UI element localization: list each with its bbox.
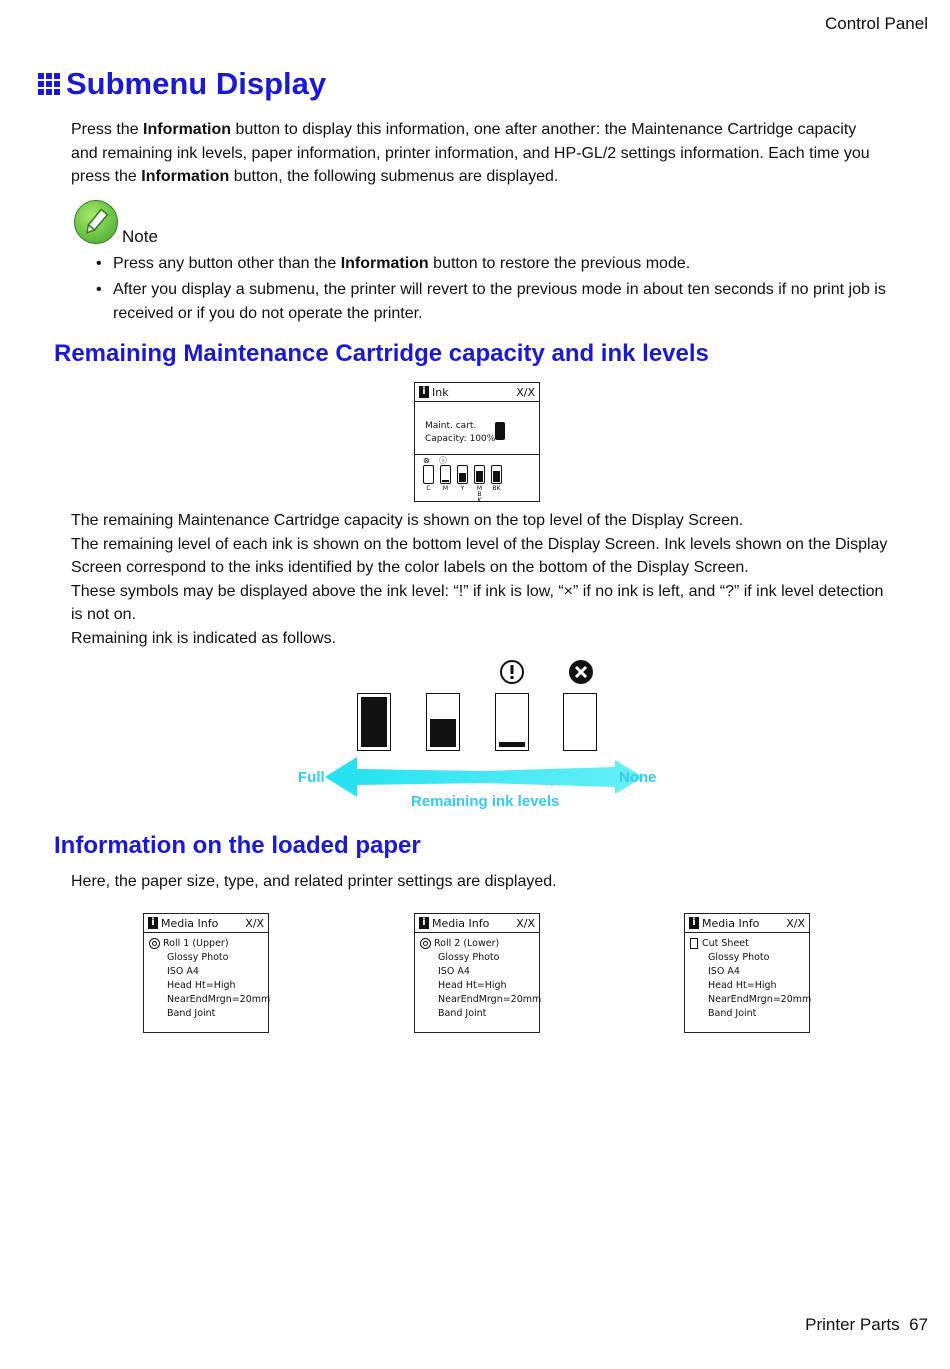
intro-paragraph [71,118,881,189]
media-info-screen [143,913,269,1033]
page-title: Submenu Display [66,66,327,101]
lcd-ink-tank [457,465,468,484]
media-info-screen [684,913,810,1033]
ink-level-tank [563,693,597,751]
lcd-header [685,914,809,933]
ink-level-tank [426,693,460,751]
list-item [96,252,886,277]
low-ink-icon: ⓘ [439,456,447,465]
intro-bold-1: Information [143,121,232,138]
lcd-line: Maint. cart. [425,421,477,431]
lcd-ink-label: C [426,485,431,492]
maintenance-cartridge-icon [495,422,505,440]
cut-sheet-icon [690,938,698,949]
remaining-arrow [325,757,645,797]
paragraph: The remaining level of each ink is shown on the bottom level of the Display Screen. Ink levels shown on the Display Screen correspond to the inks identified by the color labels on the bottom of the Display Screen. [71,535,888,576]
media-setting: Head Ht=High [438,980,507,991]
media-setting: Band Joint [438,1008,487,1019]
ink-level-figure [280,655,680,820]
lcd-page: X/X [245,916,264,930]
intro-text-1: Press the [71,121,144,138]
media-info-lines [415,933,542,1021]
section-heading-paper: Information on the loaded paper [54,832,421,859]
intro-bold-2: Information [141,168,230,185]
media-setting: NearEndMrgn=20mm [167,994,271,1005]
page-number: 67 [909,1315,928,1334]
lcd-header [415,383,539,402]
info-icon: i [419,917,429,929]
lcd-page: X/X [516,385,535,399]
section-heading-ink: Remaining Maintenance Cartridge capacity and ink levels [54,340,709,367]
remaining-ink-levels-label: Remaining ink levels [411,793,560,810]
note-list [96,252,886,328]
bullet-text: After you display a submenu, the printer will revert to the previous mode in about ten seconds if no print job is received or if you do not operate the printer. [113,280,886,322]
lcd-maint-section [415,402,539,455]
media-setting: Head Ht=High [708,980,777,991]
bullet-dot: • [96,280,102,298]
roll-icon [420,938,431,949]
lcd-ink-label: M [442,485,449,492]
paper-source: Cut Sheet [690,937,809,951]
paragraph: These symbols may be displayed above the ink level: “!” if ink is low, “×” if no ink is left, and “?” if ink level detection is not on. [71,582,884,623]
running-footer [805,1315,928,1335]
lcd-title: Ink [432,385,449,399]
media-setting: Head Ht=High [167,980,236,991]
media-info-lines [144,933,271,1021]
ink-description [71,509,891,650]
pencil-icon [74,200,118,244]
lcd-ink-label: Y [460,485,465,492]
roll-icon [149,938,160,949]
media-setting: Band Joint [708,1008,757,1019]
lcd-ink-section [415,455,539,503]
lcd-title: Media Info [432,916,490,930]
media-setting: ISO A4 [708,966,740,977]
lcd-page: X/X [786,916,805,930]
bullet-dot: • [96,255,102,272]
lcd-title: Media Info [161,916,219,930]
media-setting: Glossy Photo [438,952,500,963]
warning-icon [499,659,525,685]
paragraph: The remaining Maintenance Cartridge capacity is shown on the top level of the Display Screen. [71,512,744,529]
ink-level-tank [357,693,391,751]
lcd-ink-tank [474,465,485,484]
lcd-ink-label: BK [492,485,501,492]
lcd-header [415,914,539,933]
media-info-screen [414,913,540,1033]
none-label: None [619,769,657,786]
paragraph: Remaining ink is indicated as follows. [71,629,337,647]
media-setting: NearEndMrgn=20mm [438,994,542,1005]
media-setting: ISO A4 [167,966,199,977]
media-info-lines [685,933,812,1021]
lcd-ink-tank [440,465,451,484]
footer-label: Printer Parts [805,1315,900,1334]
paper-description: Here, the paper size, type, and related printer settings are displayed. [71,873,557,890]
lcd-line: Capacity: 100% [425,434,496,444]
no-ink-x-icon [568,659,594,685]
lcd-title: Media Info [702,916,760,930]
intro-text-3: button, the following submenus are displayed. [229,168,559,185]
lcd-ink-tank [423,465,434,484]
info-icon: i [419,386,429,398]
lcd-ink-label: M B K [476,485,483,504]
media-setting: Glossy Photo [167,952,229,963]
paper-source: Roll 2 (Lower) [420,937,539,951]
no-ink-icon: ⊗ [423,456,430,465]
media-setting: Band Joint [167,1008,216,1019]
lcd-header [144,914,268,933]
media-setting: Glossy Photo [708,952,770,963]
list-item [96,278,886,327]
grid-icon [38,73,60,95]
info-icon: i [148,917,158,929]
lcd-ink-tank [491,465,502,484]
page-title-row [38,66,326,102]
info-icon: i [689,917,699,929]
media-setting: ISO A4 [438,966,470,977]
note-label: Note [122,227,158,246]
ink-lcd-screen [414,382,540,502]
paper-source: Roll 1 (Upper) [149,937,268,951]
bullet-text: Press any button other than the Information button to restore the previous mode. [113,255,691,272]
running-header: Control Panel [824,14,928,33]
full-label: Full [298,769,325,786]
media-setting: NearEndMrgn=20mm [708,994,812,1005]
intro-text-2: button to display this information, one after another: the Maintenance Cartridge capacity and remaining ink levels, paper information, printer information, and HP-GL/2 settings information. Each time you press the [71,121,870,185]
ink-level-tank [495,693,529,751]
lcd-page: X/X [516,916,535,930]
